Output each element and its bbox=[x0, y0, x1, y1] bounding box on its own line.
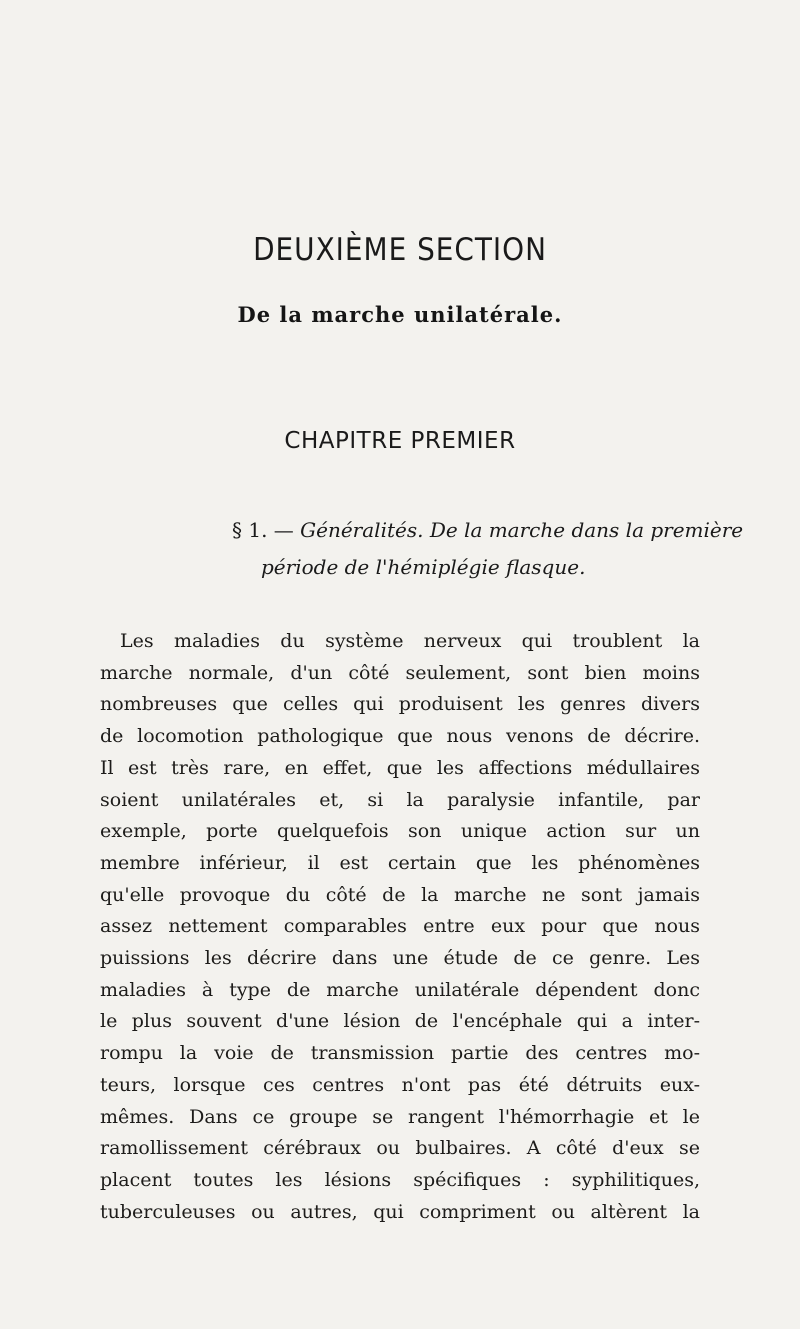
body-line: assez nettement comparables entre eux pour que nous bbox=[100, 915, 700, 938]
body-line: ramollissement cérébraux ou bulbaires. A côté d'eux se bbox=[100, 1137, 700, 1160]
body-text bbox=[100, 626, 700, 1228]
body-line: Les maladies du système nerveux qui troublent la bbox=[120, 630, 700, 652]
body-line: membre inférieur, il est certain que les phénomènes bbox=[100, 851, 700, 874]
body-line: de locomotion pathologique que nous venons de décrire. bbox=[100, 725, 700, 748]
body-line: soient unilatérales et, si la paralysie infantile, par bbox=[100, 788, 700, 811]
body-line: teurs, lorsque ces centres n'ont pas été détruits eux- bbox=[100, 1073, 700, 1096]
chapter-title: CHAPITRE PREMIER bbox=[284, 428, 516, 454]
body-line: rompu la voie de transmission partie des centres mo- bbox=[100, 1042, 700, 1065]
paragraph-heading-line-2: période de l'hémiplégie flasque. bbox=[261, 555, 586, 579]
body-line: Il est très rare, en effet, que les affections médullaires bbox=[100, 756, 700, 779]
section-subtitle: De la marche unilatérale. bbox=[237, 302, 563, 327]
body-line: le plus souvent d'une lésion de l'encéphale qui a inter- bbox=[100, 1010, 700, 1033]
body-line: placent toutes les lésions spécifiques : syphilitiques, bbox=[100, 1168, 700, 1191]
body-line: qu'elle provoque du côté de la marche ne sont jamais bbox=[100, 883, 700, 906]
paragraph-heading-line-1: Généralités. De la marche dans la première bbox=[300, 518, 744, 542]
section-title: DEUXIÈME SECTION bbox=[253, 232, 547, 268]
body-line: marche normale, d'un côté seulement, sont bien moins bbox=[100, 661, 700, 684]
body-line: exemple, porte quelquefois son unique action sur un bbox=[100, 820, 700, 843]
body-line: mêmes. Dans ce groupe se rangent l'hémorrhagie et le bbox=[100, 1105, 700, 1128]
paragraph-number: § 1. — bbox=[232, 518, 294, 542]
body-line: tuberculeuses ou autres, qui compriment ou altèrent la bbox=[100, 1200, 700, 1223]
body-line: nombreuses que celles qui produisent les genres divers bbox=[100, 693, 700, 716]
body-line: maladies à type de marche unilatérale dépendent donc bbox=[100, 978, 700, 1001]
body-line: puissions les décrire dans une étude de ce genre. Les bbox=[100, 947, 700, 970]
paragraph-heading bbox=[232, 512, 752, 586]
